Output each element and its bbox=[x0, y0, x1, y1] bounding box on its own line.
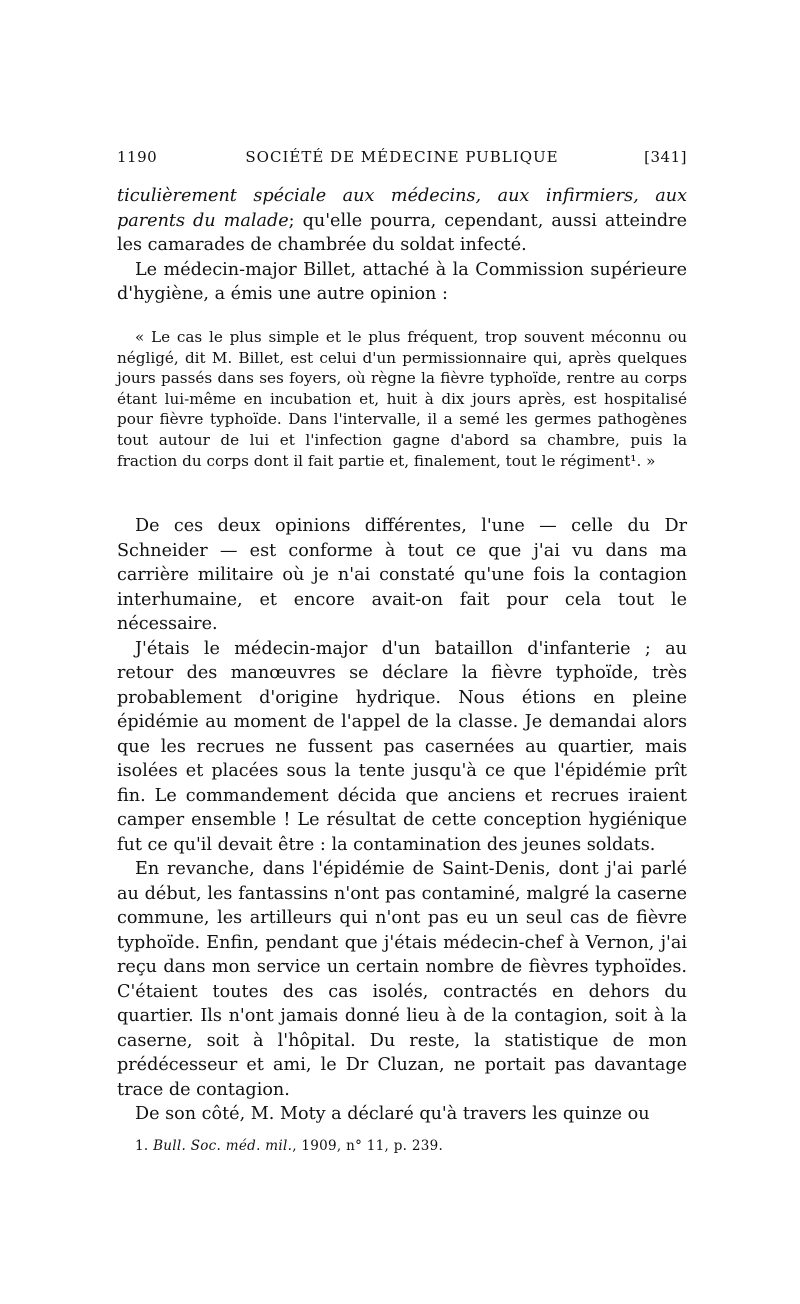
footnote-citation: , 1909, n° 11, p. 239. bbox=[292, 1138, 444, 1154]
footnote-journal: Bull. Soc. méd. mil. bbox=[153, 1138, 293, 1154]
paragraph-saint-denis: En revanche, dans l'épidémie de Saint-Denis, dont j'ai parlé au début, les fantassins n'ont pas contaminé, malgré la caserne commune, les artilleurs qui n'ont pas eu un seul cas de fièvre typhoïde. Enfin, pendant que j'étais médecin-chef à Vernon, j'ai reçu dans mon service un certain nombre de fièvres typhoïdes. C'étaient toutes des cas isolés, contractés en dehors du quartier. Ils n'ont jamais donné lieu à de la contagion, soit à la caserne, soit à l'hôpital. Du reste, la statistique de mon prédécesseur et ami, le Dr Cluzan, ne portait pas davantage trace de contagion. bbox=[117, 859, 687, 1100]
running-title: SOCIÉTÉ DE MÉDECINE PUBLIQUE bbox=[245, 148, 559, 166]
paragraph-moty: De son côté, M. Moty a déclaré qu'à travers les quinze ou bbox=[135, 1104, 650, 1124]
paragraph-billet-intro: Le médecin-major Billet, attaché à la Commission supérieure d'hygiène, a émis une autre opinion : bbox=[117, 259, 687, 304]
paragraph-continuation-rest: ; qu'elle pourra, cependant, aussi atteindre les camarades de chambrée du soldat infecté. bbox=[117, 210, 688, 255]
running-header bbox=[117, 148, 687, 170]
text-block-top bbox=[117, 184, 687, 307]
document-page bbox=[117, 0, 687, 1304]
paragraph-two-opinions: De ces deux opinions différentes, l'une — celle du Dr Schneider — est conforme à tout ce que j'ai vu dans ma carrière militaire où je n'ai constaté qu'une fois la contagion interhumaine, et encore avait-on fait pour cela tout le nécessaire. bbox=[117, 516, 687, 634]
block-quote: « Le cas le plus simple et le plus fréquent, trop souvent méconnu ou négligé, dit M. Billet, est celui d'un permissionnaire qui, après quelques jours passés dans ses foyers, où règne la fièvre typhoïde, rentre au corps étant lui-même en incubation et, huit à dix jours après, est hospitalisé pour fièvre typhoïde. Dans l'intervalle, il a semé les germes pathogènes tout autour de lui et l'infection gagne d'abord sa chambre, puis la fraction du corps dont il fait partie et, finalement, tout le régiment¹. » bbox=[117, 328, 687, 470]
footnote bbox=[135, 1138, 443, 1154]
page-reference: [341] bbox=[644, 148, 687, 166]
text-block-main bbox=[117, 514, 687, 1127]
page-number: 1190 bbox=[117, 148, 158, 166]
footnote-marker: 1. bbox=[135, 1138, 149, 1154]
italic-lead: ticulièrement spéciale aux médecins, aux infirmiers, aux parents du malade bbox=[117, 186, 687, 231]
paragraph-battalion: J'étais le médecin-major d'un bataillon d'infanterie ; au retour des manœuvres se déclare la fièvre typhoïde, très probablement d'origine hydrique. Nous étions en pleine épidémie au moment de l'appel de la classe. Je demandai alors que les recrues ne fussent pas casernées au quartier, mais isolées et placées sous la tente jusqu'à ce que l'épidémie prît fin. Le commandement décida que anciens et recrues iraient camper ensemble ! Le résultat de cette conception hygiénique fut ce qu'il devait être : la contamination des jeunes soldats. bbox=[117, 638, 687, 855]
paragraph-continuation bbox=[117, 184, 687, 258]
